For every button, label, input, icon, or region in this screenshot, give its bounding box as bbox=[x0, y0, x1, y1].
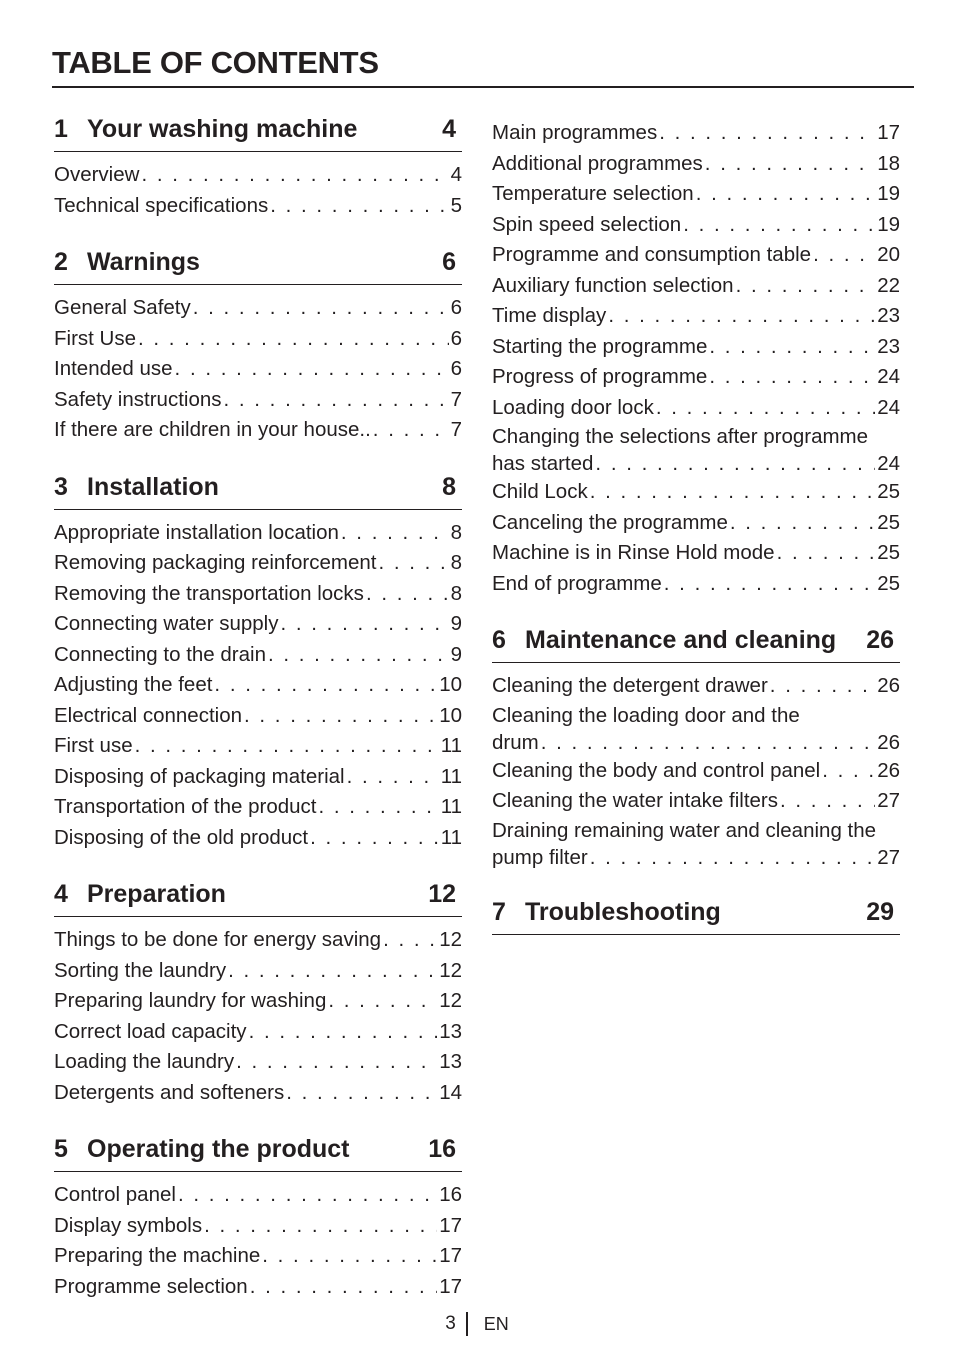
entry-page-number: 6 bbox=[450, 326, 462, 350]
entry-label: Child Lock bbox=[492, 480, 588, 503]
dot-leader bbox=[347, 762, 439, 793]
toc-continuation bbox=[492, 118, 900, 599]
section-heading[interactable] bbox=[54, 110, 462, 152]
entry-label: Things to be done for energy saving bbox=[54, 928, 382, 951]
entry-label: Intended use bbox=[54, 357, 173, 380]
entry-label-continued: has started bbox=[492, 452, 594, 475]
entry-page-number: 22 bbox=[877, 273, 900, 297]
dot-leader bbox=[310, 823, 439, 854]
toc-entry[interactable] bbox=[492, 362, 900, 393]
entry-label: Preparing the machine bbox=[54, 1244, 261, 1267]
entry-label: Time display bbox=[492, 304, 607, 327]
dot-leader bbox=[659, 118, 875, 149]
entry-page-number: 26 bbox=[877, 758, 900, 782]
toc-entry[interactable] bbox=[54, 792, 462, 823]
section-title: Installation bbox=[87, 472, 219, 501]
entry-label: Connecting water supply bbox=[54, 612, 279, 635]
entry-page-number: 27 bbox=[877, 789, 900, 812]
toc-entry[interactable] bbox=[54, 762, 462, 793]
toc-entry[interactable] bbox=[492, 756, 900, 787]
entry-label: Sorting the laundry bbox=[54, 958, 227, 982]
entry-label: Connecting to the drain bbox=[54, 642, 266, 666]
dot-leader bbox=[193, 293, 449, 324]
dot-leader bbox=[373, 415, 449, 446]
section-heading[interactable] bbox=[54, 243, 462, 285]
entry-label: Temperature selection bbox=[492, 182, 694, 205]
entry-label: Disposing of packaging material bbox=[54, 764, 345, 788]
entry-label: If there are children in your house.. bbox=[54, 418, 371, 441]
section-heading[interactable] bbox=[492, 621, 900, 663]
toc-entry[interactable] bbox=[54, 670, 462, 701]
section-page-number: 12 bbox=[428, 880, 456, 908]
entry-page-number: 12 bbox=[439, 958, 462, 982]
toc-entry[interactable] bbox=[54, 191, 462, 222]
page-footer bbox=[0, 1312, 954, 1336]
dot-leader bbox=[709, 332, 875, 363]
dot-leader bbox=[590, 845, 875, 871]
toc-entry[interactable] bbox=[54, 518, 462, 549]
toc-entry[interactable] bbox=[54, 293, 462, 324]
entry-page-number: 8 bbox=[450, 581, 462, 605]
entry-page-number: 25 bbox=[877, 510, 900, 534]
toc-entry[interactable] bbox=[54, 986, 462, 1017]
toc-left-column bbox=[54, 110, 462, 1324]
entry-label: Loading door lock bbox=[492, 395, 654, 419]
section-title: Preparation bbox=[87, 880, 226, 908]
toc-entry[interactable] bbox=[492, 271, 900, 302]
toc-entry[interactable] bbox=[54, 731, 462, 762]
entry-page-number: 4 bbox=[450, 163, 462, 186]
entry-label: Electrical connection bbox=[54, 703, 243, 727]
entry-page-number: 9 bbox=[450, 612, 462, 635]
dot-leader bbox=[268, 640, 449, 671]
entry-label: Canceling the programme bbox=[492, 510, 728, 534]
dot-leader bbox=[595, 451, 875, 477]
toc-entry[interactable] bbox=[54, 956, 462, 987]
toc-entry[interactable] bbox=[492, 817, 900, 871]
dot-leader bbox=[178, 1180, 437, 1211]
dot-leader bbox=[138, 324, 449, 355]
toc-entry[interactable] bbox=[54, 579, 462, 610]
entry-label: Overview bbox=[54, 163, 140, 186]
dot-leader bbox=[705, 149, 875, 180]
entry-label: Preparing laundry for washing bbox=[54, 989, 327, 1012]
dot-leader bbox=[328, 986, 437, 1017]
toc-entry[interactable] bbox=[492, 423, 900, 477]
section-heading[interactable] bbox=[54, 875, 462, 917]
section-heading[interactable] bbox=[54, 1130, 462, 1172]
toc-entry[interactable] bbox=[54, 1272, 462, 1303]
dot-leader bbox=[262, 1241, 437, 1272]
entry-label: Cleaning the loading door and the bbox=[492, 703, 800, 727]
entry-label: Progress of programme bbox=[492, 365, 708, 388]
toc-entry[interactable] bbox=[54, 1078, 462, 1109]
entry-page-number: 6 bbox=[450, 357, 462, 380]
entry-page-number: 26 bbox=[877, 674, 900, 697]
toc-entry[interactable] bbox=[54, 1047, 462, 1078]
entry-label: Transportation of the product bbox=[54, 795, 317, 818]
entry-label: Display symbols bbox=[54, 1213, 203, 1237]
entry-label: First Use bbox=[54, 326, 136, 350]
toc-entry[interactable] bbox=[54, 415, 462, 446]
dot-leader bbox=[383, 925, 437, 956]
language-code: EN bbox=[483, 1313, 509, 1334]
section-page-number: 8 bbox=[442, 472, 456, 501]
dot-leader bbox=[664, 569, 875, 600]
entry-page-number: 14 bbox=[439, 1080, 462, 1104]
dot-leader bbox=[736, 271, 876, 302]
entry-label: Cleaning the water intake filters bbox=[492, 789, 779, 812]
entry-label: Technical specifications bbox=[54, 193, 269, 217]
toc-section bbox=[54, 468, 462, 854]
dot-leader bbox=[228, 956, 437, 987]
entry-label: Appropriate installation location bbox=[54, 520, 339, 544]
section-number: 1 bbox=[54, 115, 68, 143]
dot-leader bbox=[730, 508, 875, 539]
entry-page-number: 9 bbox=[450, 642, 462, 666]
dot-leader bbox=[318, 792, 438, 823]
dot-leader bbox=[135, 731, 439, 762]
entry-label: Starting the programme bbox=[492, 334, 708, 358]
entry-page-number: 25 bbox=[877, 480, 900, 503]
dot-leader bbox=[366, 579, 449, 610]
entry-page-number: 23 bbox=[877, 304, 900, 327]
dot-leader bbox=[813, 240, 875, 271]
entry-page-number: 5 bbox=[450, 193, 462, 217]
section-number: 3 bbox=[54, 472, 68, 501]
section-heading[interactable] bbox=[492, 893, 900, 935]
entry-page-number: 17 bbox=[877, 121, 900, 144]
dot-leader bbox=[244, 701, 437, 732]
entry-last-line bbox=[492, 730, 900, 756]
toc-entry[interactable] bbox=[54, 823, 462, 854]
toc-entry[interactable] bbox=[492, 149, 900, 180]
toc-entry[interactable] bbox=[54, 925, 462, 956]
toc-section bbox=[492, 621, 900, 871]
dot-leader bbox=[249, 1017, 438, 1048]
dot-leader bbox=[286, 1078, 437, 1109]
entry-label: Disposing of the old product bbox=[54, 825, 309, 849]
section-number: 6 bbox=[492, 626, 506, 654]
section-page-number: 29 bbox=[866, 897, 894, 926]
toc-entry[interactable] bbox=[492, 210, 900, 241]
dot-leader bbox=[709, 362, 875, 393]
entry-page-number: 23 bbox=[877, 334, 900, 358]
dot-leader bbox=[270, 191, 448, 222]
entry-label: General Safety bbox=[54, 296, 191, 319]
toc-entry[interactable] bbox=[492, 786, 900, 817]
dot-leader bbox=[224, 385, 449, 416]
entry-label-continued: drum bbox=[492, 730, 539, 754]
entry-label: Cleaning the body and control panel bbox=[492, 758, 821, 782]
entry-page-number: 11 bbox=[440, 764, 462, 788]
entry-page-number: 12 bbox=[439, 989, 462, 1012]
dot-leader bbox=[281, 609, 449, 640]
entry-page-number: 17 bbox=[439, 1244, 462, 1267]
section-number: 2 bbox=[54, 248, 68, 276]
entry-page-number: 6 bbox=[450, 296, 462, 319]
toc-entry[interactable] bbox=[54, 640, 462, 671]
toc-entry[interactable] bbox=[492, 508, 900, 539]
toc-entry[interactable] bbox=[54, 354, 462, 385]
entry-label: Correct load capacity bbox=[54, 1019, 247, 1043]
entry-label-continued: pump filter bbox=[492, 845, 588, 869]
toc-section bbox=[54, 243, 462, 446]
dot-leader bbox=[341, 518, 449, 549]
entry-label: Additional programmes bbox=[492, 151, 703, 175]
toc-entry[interactable] bbox=[492, 671, 900, 702]
dot-leader bbox=[683, 210, 875, 241]
entry-label: Draining remaining water and cleaning the bbox=[492, 818, 877, 842]
section-page-number: 26 bbox=[866, 626, 894, 654]
entry-page-number: 20 bbox=[877, 243, 900, 266]
entry-page-number: 27 bbox=[877, 845, 900, 869]
toc-entry[interactable] bbox=[492, 702, 900, 756]
section-title: Maintenance and cleaning bbox=[525, 626, 837, 654]
dot-leader bbox=[214, 670, 437, 701]
toc-entry[interactable] bbox=[54, 548, 462, 579]
toc-entry[interactable] bbox=[492, 118, 900, 149]
section-title: Warnings bbox=[87, 248, 200, 276]
entry-page-number: 11 bbox=[440, 825, 462, 849]
entry-page-number: 11 bbox=[440, 734, 462, 757]
dot-leader bbox=[204, 1211, 437, 1242]
toc-section bbox=[54, 1130, 462, 1302]
dot-leader bbox=[250, 1272, 437, 1303]
entry-label: Machine is in Rinse Hold mode bbox=[492, 541, 775, 564]
toc-entry[interactable] bbox=[492, 179, 900, 210]
dot-leader bbox=[608, 301, 875, 332]
toc-entry[interactable] bbox=[54, 1241, 462, 1272]
entry-label: Auxiliary function selection bbox=[492, 273, 734, 297]
toc-section bbox=[492, 893, 900, 935]
entry-label: Programme selection bbox=[54, 1274, 248, 1298]
entry-label: Removing packaging reinforcement bbox=[54, 551, 377, 574]
dot-leader bbox=[590, 477, 875, 508]
entry-label: Removing the transportation locks bbox=[54, 581, 364, 605]
dot-leader bbox=[777, 538, 876, 569]
entry-page-number: 8 bbox=[450, 551, 462, 574]
entry-label: Cleaning the detergent drawer bbox=[492, 674, 768, 697]
dot-leader bbox=[656, 393, 875, 424]
toc-entry[interactable] bbox=[492, 301, 900, 332]
entry-last-line bbox=[492, 451, 900, 477]
entry-label: Adjusting the feet bbox=[54, 673, 213, 696]
entry-page-number: 10 bbox=[439, 673, 462, 696]
section-page-number: 4 bbox=[442, 115, 456, 143]
entry-page-number: 17 bbox=[439, 1213, 462, 1237]
toc-entry[interactable] bbox=[54, 1017, 462, 1048]
entry-page-number: 25 bbox=[877, 541, 900, 564]
entry-page-number: 18 bbox=[877, 151, 900, 175]
entry-page-number: 8 bbox=[450, 520, 462, 544]
dot-leader bbox=[780, 786, 875, 817]
toc-entry[interactable] bbox=[54, 160, 462, 191]
page-number: 3 bbox=[445, 1313, 456, 1334]
entry-page-number: 12 bbox=[439, 928, 462, 951]
entry-page-number: 25 bbox=[877, 571, 900, 595]
entry-label: Programme and consumption table bbox=[492, 243, 812, 266]
toc-entry[interactable] bbox=[54, 385, 462, 416]
toc-entry[interactable] bbox=[54, 609, 462, 640]
entry-label: Changing the selections after programme bbox=[492, 425, 869, 448]
entry-page-number: 24 bbox=[877, 395, 900, 419]
page-title: TABLE OF CONTENTS bbox=[52, 44, 914, 88]
entry-page-number: 26 bbox=[877, 730, 900, 754]
toc-section bbox=[54, 110, 462, 221]
section-heading[interactable] bbox=[54, 468, 462, 510]
entry-page-number: 11 bbox=[440, 795, 462, 818]
dot-leader bbox=[141, 160, 448, 191]
entry-page-number: 16 bbox=[439, 1183, 462, 1206]
dot-leader bbox=[236, 1047, 437, 1078]
entry-label: Detergents and softeners bbox=[54, 1080, 285, 1104]
section-page-number: 16 bbox=[428, 1135, 456, 1163]
entry-page-number: 19 bbox=[877, 212, 900, 236]
dot-leader bbox=[378, 548, 448, 579]
entry-page-number: 13 bbox=[439, 1050, 462, 1073]
dot-leader bbox=[696, 179, 876, 210]
dot-leader bbox=[541, 730, 875, 756]
section-title: Operating the product bbox=[87, 1135, 350, 1163]
entry-page-number: 24 bbox=[877, 452, 900, 475]
toc-entry[interactable] bbox=[492, 569, 900, 600]
toc-entry[interactable] bbox=[54, 324, 462, 355]
dot-leader bbox=[175, 354, 449, 385]
section-number: 4 bbox=[54, 880, 68, 908]
entry-label: First use bbox=[54, 734, 133, 757]
section-number: 7 bbox=[492, 897, 506, 926]
toc-entry[interactable] bbox=[54, 701, 462, 732]
entry-label: Spin speed selection bbox=[492, 212, 682, 236]
dot-leader bbox=[770, 671, 875, 702]
toc-section bbox=[54, 875, 462, 1108]
entry-label: Main programmes bbox=[492, 121, 658, 144]
toc-entry[interactable] bbox=[492, 332, 900, 363]
toc-entry[interactable] bbox=[492, 240, 900, 271]
entry-page-number: 13 bbox=[439, 1019, 462, 1043]
entry-page-number: 7 bbox=[450, 387, 462, 411]
section-title: Troubleshooting bbox=[525, 897, 721, 926]
entry-label: End of programme bbox=[492, 571, 662, 595]
entry-label: Control panel bbox=[54, 1183, 176, 1206]
toc-entry[interactable] bbox=[54, 1180, 462, 1211]
toc-entry[interactable] bbox=[54, 1211, 462, 1242]
toc-entry[interactable] bbox=[492, 538, 900, 569]
dot-leader bbox=[822, 756, 875, 787]
entry-page-number: 19 bbox=[877, 182, 900, 205]
section-page-number: 6 bbox=[442, 248, 456, 276]
toc-right-column bbox=[492, 110, 900, 957]
toc-entry[interactable] bbox=[492, 477, 900, 508]
section-number: 5 bbox=[54, 1135, 68, 1163]
entry-page-number: 7 bbox=[450, 418, 462, 441]
entry-label: Safety instructions bbox=[54, 387, 222, 411]
entry-page-number: 17 bbox=[439, 1274, 462, 1298]
toc-entry[interactable] bbox=[492, 393, 900, 424]
entry-page-number: 10 bbox=[439, 703, 462, 727]
entry-label: Loading the laundry bbox=[54, 1050, 235, 1073]
section-title: Your washing machine bbox=[87, 115, 358, 143]
entry-page-number: 24 bbox=[877, 365, 900, 388]
entry-last-line bbox=[492, 845, 900, 871]
